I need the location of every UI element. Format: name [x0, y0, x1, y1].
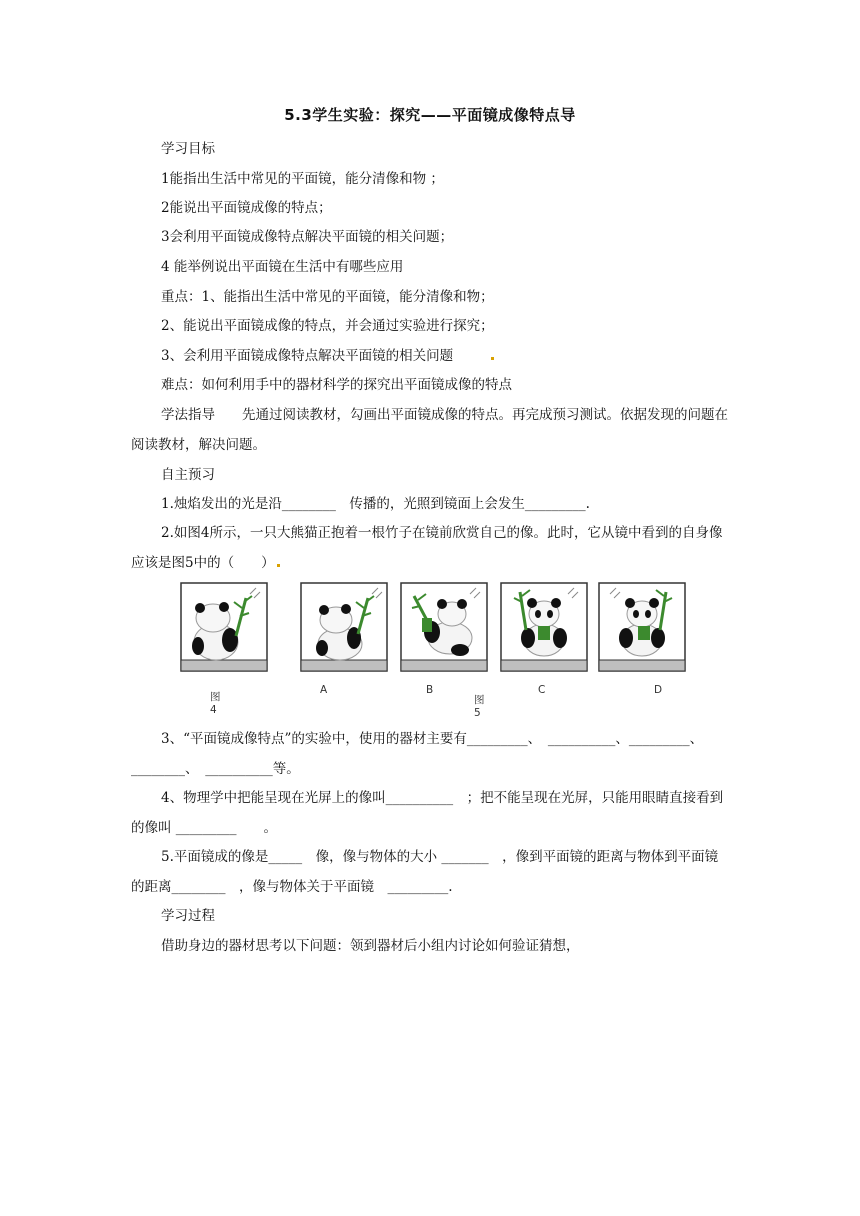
key-point-3: [161, 346, 494, 366]
key-point-2: 2、能说出平面镜成像的特点，并会通过实验进行探究；: [161, 318, 494, 334]
option-c-label: C: [538, 684, 546, 696]
goal-item-4: 4 能举例说出平面镜在生活中有哪些应用: [161, 259, 404, 275]
margin-mark: [491, 357, 494, 360]
difficulty-line: 难点：如何利用手中的器材科学的探究出平面镜成像的特点: [161, 377, 512, 393]
option-b-label: B: [426, 684, 434, 696]
goal-item-2: 2能说出平面镜成像的特点；: [161, 200, 332, 216]
section-heading-preview: 自主预习: [161, 467, 215, 483]
section-heading-process: 学习过程: [161, 908, 215, 924]
question-5: 5.平面镜成的像是_____ 像，像与物体的大小 _______ ，像到平面镜的距离与物体到平面镜的距离________ ，像与物体关于平面镜 _________.: [131, 849, 719, 895]
key-point-1: 重点：1、能指出生活中常见的平面镜，能分清像和物；: [161, 289, 494, 305]
figure-4-caption: 图4: [210, 691, 221, 716]
page-title: 5.3学生实验：探究——平面镜成像特点导: [284, 106, 576, 124]
option-c-panda: [500, 582, 588, 672]
option-a-label: A: [320, 684, 328, 696]
question-4: 4、物理学中把能呈现在光屏上的像叫__________ ；把不能呈现在光屏，只能用眼睛直接看到的像叫 _________ 。: [131, 790, 724, 836]
margin-mark: [277, 564, 280, 567]
section-heading-goals: 学习目标: [161, 141, 215, 157]
process-text: 借助身边的器材思考以下问题：领到器材后小组内讨论如何验证猜想，: [161, 938, 580, 954]
question-2-text: 2.如图4所示，一只大熊猫正抱着一根竹子在镜前欣赏自己的像。此时，它从镜中看到的自身像应该是图5中的（ ）: [131, 525, 723, 571]
study-method-paragraph: 学法指导 先通过阅读教材，勾画出平面镜成像的特点。再完成预习测试。依据发现的问题在阅读教材，解决问题。: [131, 407, 728, 453]
goal-item-3: 3会利用平面镜成像特点解决平面镜的相关问题；: [161, 229, 454, 245]
question-1: 1.烛焰发出的光是沿________ 传播的，光照到镜面上会发生_________.: [161, 496, 590, 512]
question-2: [131, 518, 729, 578]
goal-item-1: 1能指出生活中常见的平面镜，能分清像和物 ；: [161, 171, 444, 187]
option-d-label: D: [654, 684, 663, 696]
option-d-panda: [598, 582, 686, 672]
figure-4-panda: [180, 582, 268, 672]
question-3: 3、“平面镜成像特点”的实验中，使用的器材主要有_________、 __________、_________、________、 __________等。: [131, 731, 704, 777]
option-a-panda: [300, 582, 388, 672]
figure-5-caption: 图5: [474, 694, 485, 719]
key-point-3-text: 3、会利用平面镜成像特点解决平面镜的相关问题: [161, 348, 454, 364]
option-b-panda: [400, 582, 488, 672]
